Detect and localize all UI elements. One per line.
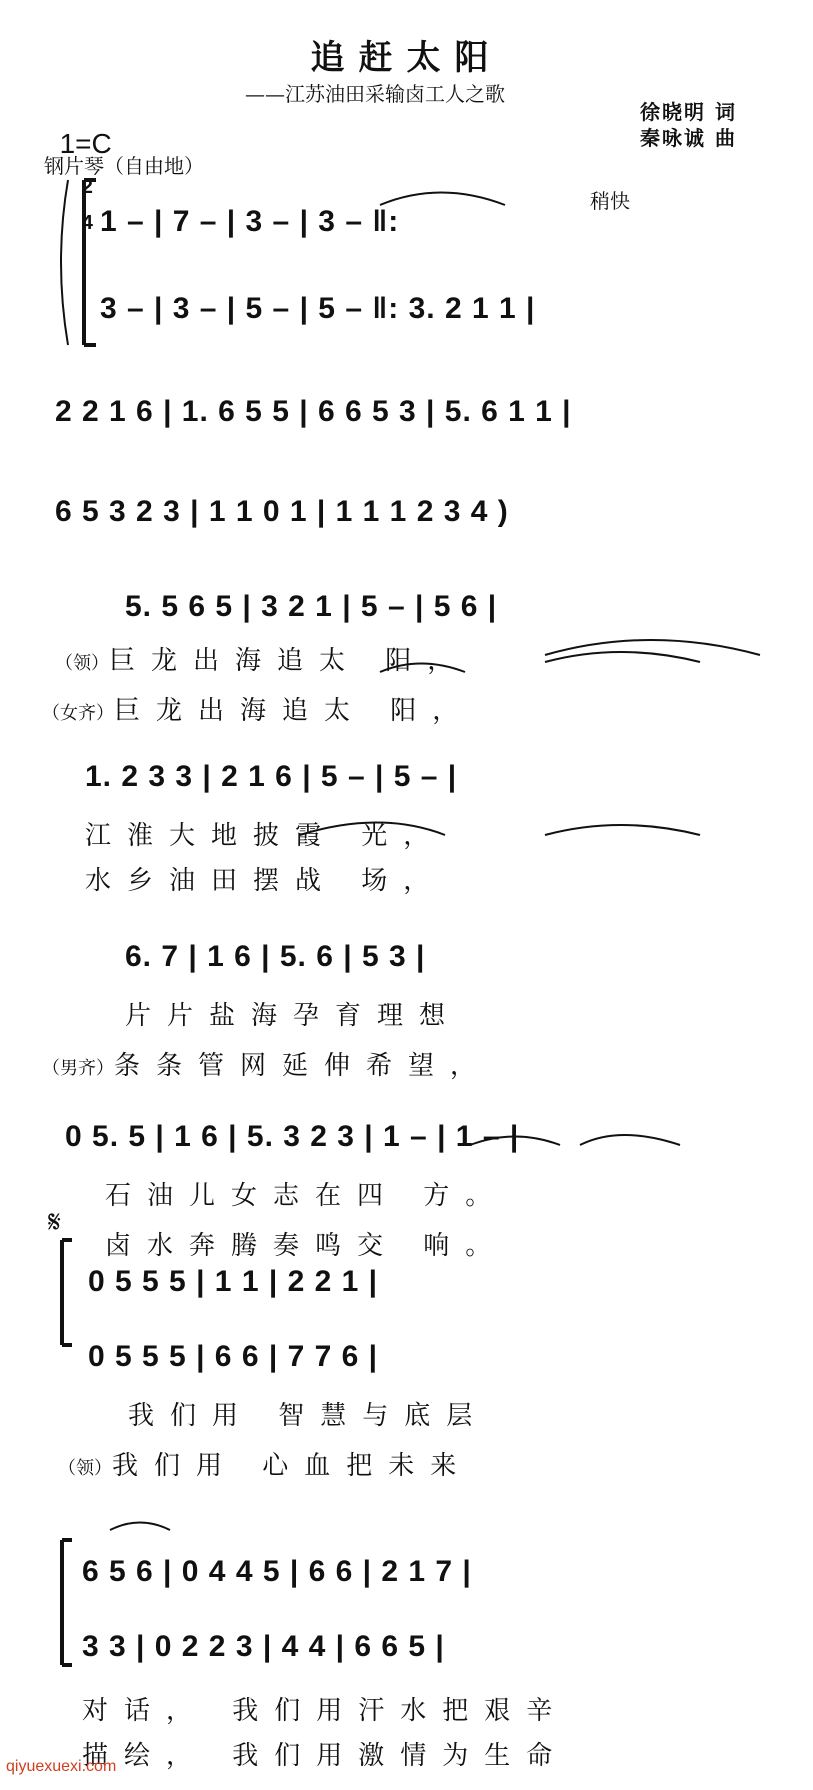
- system7-lyric1: 石油儿女志在四 方。: [105, 1181, 508, 1211]
- system4-lyric1: （领）巨龙出海追太 阳，: [55, 646, 470, 676]
- system1-bottom-notes: 3 – | 3 – | 5 – | 5 – ‖: 3. 2 1 1 |: [100, 292, 536, 325]
- system9-bottom-notes: 3 3 | 0 2 2 3 | 4 4 | 6 6 5 |: [82, 1630, 445, 1663]
- system6-lyric2: （男齐）条条管网延伸希望，: [42, 1051, 493, 1081]
- system5-notes: 1. 2 3 3 | 2 1 6 | 5 – | 5 – |: [85, 760, 458, 793]
- instrument-label: 钢片琴（自由地）: [44, 154, 204, 178]
- system7-lyric2: 卤水奔腾奏鸣交 响。: [105, 1231, 508, 1261]
- system6-lyric1: 片片盐海孕育理想: [125, 1001, 462, 1031]
- system8-lyric1: 我们用 智慧与底层: [128, 1401, 489, 1431]
- segno-icon: 𝄋: [48, 1205, 61, 1240]
- system8-top-notes: 0 5 5 5 | 1 1 | 2 2 1 |: [88, 1265, 379, 1298]
- system9-lyric1: 对话， 我们用汗水把艰辛: [82, 1696, 569, 1726]
- system9-lyric2: 描绘， 我们用激情为生命: [82, 1741, 569, 1771]
- song-subtitle: ——江苏油田采输卤工人之歌: [245, 82, 505, 106]
- time-signature: 2 4: [81, 176, 93, 234]
- system6-notes: 6. 7 | 1 6 | 5. 6 | 5 3 |: [125, 940, 426, 973]
- watermark: qiyuexuexi.com: [6, 1758, 117, 1775]
- system9-top-notes: 6 5 6 | 0 4 4 5 | 6 6 | 2 1 7 |: [82, 1555, 472, 1588]
- tempo-marking: 稍快: [590, 189, 630, 213]
- system2-notes: 2 2 1 6 | 1. 6 5 5 | 6 6 5 3 | 5. 6 1 1 |: [55, 395, 572, 428]
- system4-notes: 5. 5 6 5 | 3 2 1 | 5 – | 5 6 |: [125, 590, 498, 623]
- system8-lyric2: （领）我们用 心血把未来: [58, 1451, 473, 1481]
- lyricist-credit: 徐晓明 词: [640, 100, 737, 124]
- system8-bottom-notes: 0 5 5 5 | 6 6 | 7 7 6 |: [88, 1340, 379, 1373]
- key-signature: 1=C 2 4: [44, 96, 112, 250]
- system1-top-notes: 1 – | 7 – | 3 – | 3 – ‖:: [100, 205, 400, 238]
- system5-lyric1: 江淮大地披霞 光，: [85, 821, 446, 851]
- system4-lyric2: （女齐）巨龙出海追太 阳，: [42, 696, 475, 726]
- system3-notes: 6 5 3 2 3 | 1 1 0 1 | 1 1 1 2 3 4 ): [55, 495, 509, 528]
- composer-credit: 秦咏诚 曲: [640, 126, 737, 150]
- system5-lyric2: 水乡油田摆战 场，: [85, 866, 446, 896]
- song-title: 追赶太阳: [310, 38, 503, 78]
- system7-notes: 0 5. 5 | 1 6 | 5. 3 2 3 | 1 – | 1 – |: [65, 1120, 520, 1153]
